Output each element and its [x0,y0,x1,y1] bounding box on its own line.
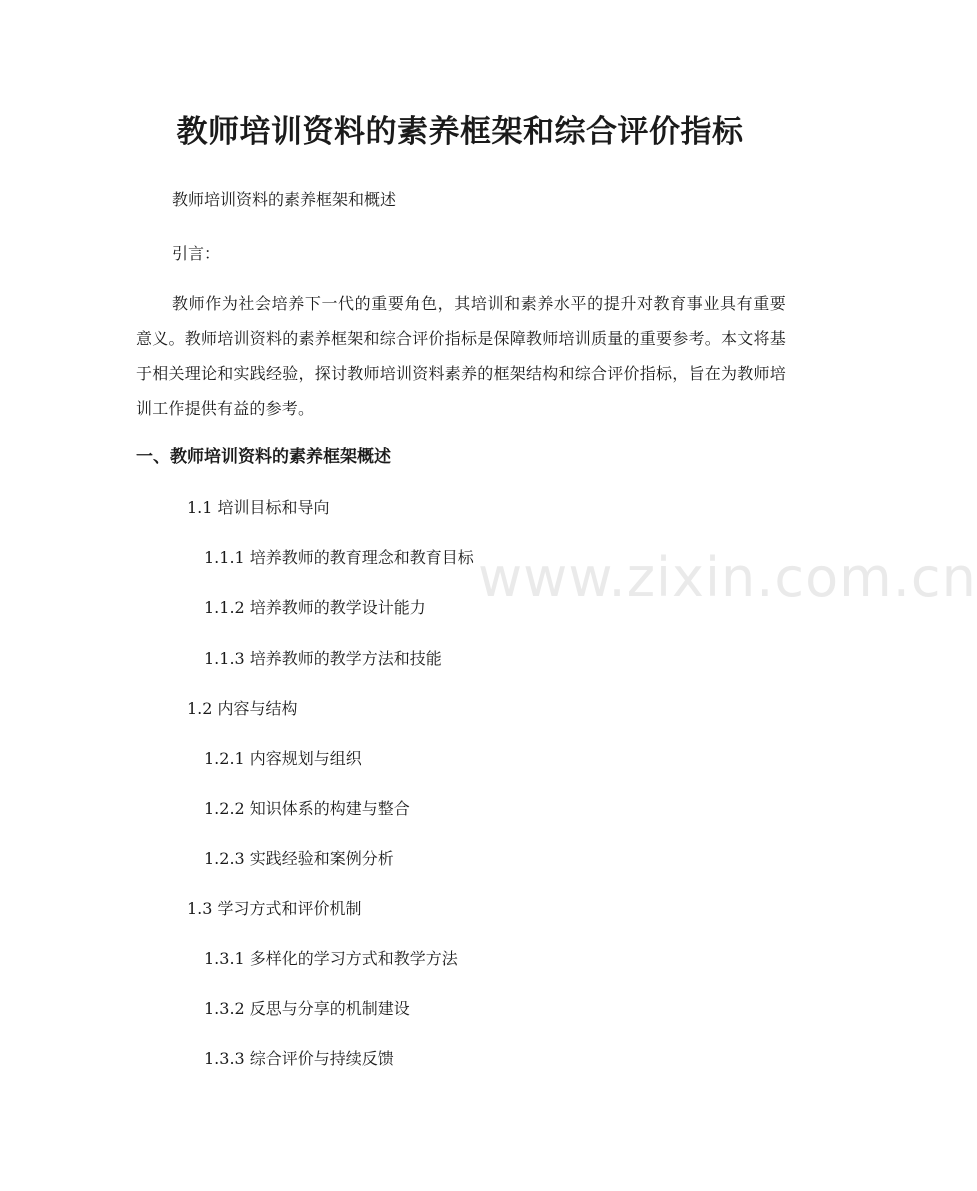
outline-item-1-1-1: 1.1.1 培养教师的教育理念和教育目标 [204,548,474,567]
outline-item-1-3-2: 1.3.2 反思与分享的机制建设 [204,999,410,1018]
outline-item-1-3: 1.3 学习方式和评价机制 [187,899,362,918]
intro-paragraph: 教师作为社会培养下一代的重要角色，其培训和素养水平的提升对教育事业具有重要意义。教师培训资料的素养框架和综合评价指标是保障教师培训质量的重要参考。本文将基于相关理论和实践经验，探讨教师培训资料素养的框架结构和综合评价指标，旨在为教师培训工作提供有益的参考。 [136,294,786,418]
outline-item-1-3-1: 1.3.1 多样化的学习方式和教学方法 [204,949,458,968]
outline-item-1-1-3: 1.1.3 培养教师的教学方法和技能 [204,649,442,668]
outline-item-1-2-1: 1.2.1 内容规划与组织 [204,749,362,768]
outline-item-1-1-2: 1.1.2 培养教师的教学设计能力 [204,598,426,617]
watermark: www.zixin.com.cn [478,546,977,609]
document-title: 教师培训资料的素养框架和综合评价指标 [176,114,744,150]
document-subtitle: 教师培训资料的素养框架和概述 [172,190,397,209]
section-heading-1: 一、教师培训资料的素养框架概述 [136,447,391,467]
outline-item-1-2-2: 1.2.2 知识体系的构建与整合 [204,799,410,818]
intro-label: 引言： [172,244,221,263]
outline-item-1-2-3: 1.2.3 实践经验和案例分析 [204,849,394,868]
outline-item-1-3-3: 1.3.3 综合评价与持续反馈 [204,1049,394,1068]
outline-item-1-1: 1.1 培训目标和导向 [187,498,330,517]
outline-item-1-2: 1.2 内容与结构 [187,699,298,718]
